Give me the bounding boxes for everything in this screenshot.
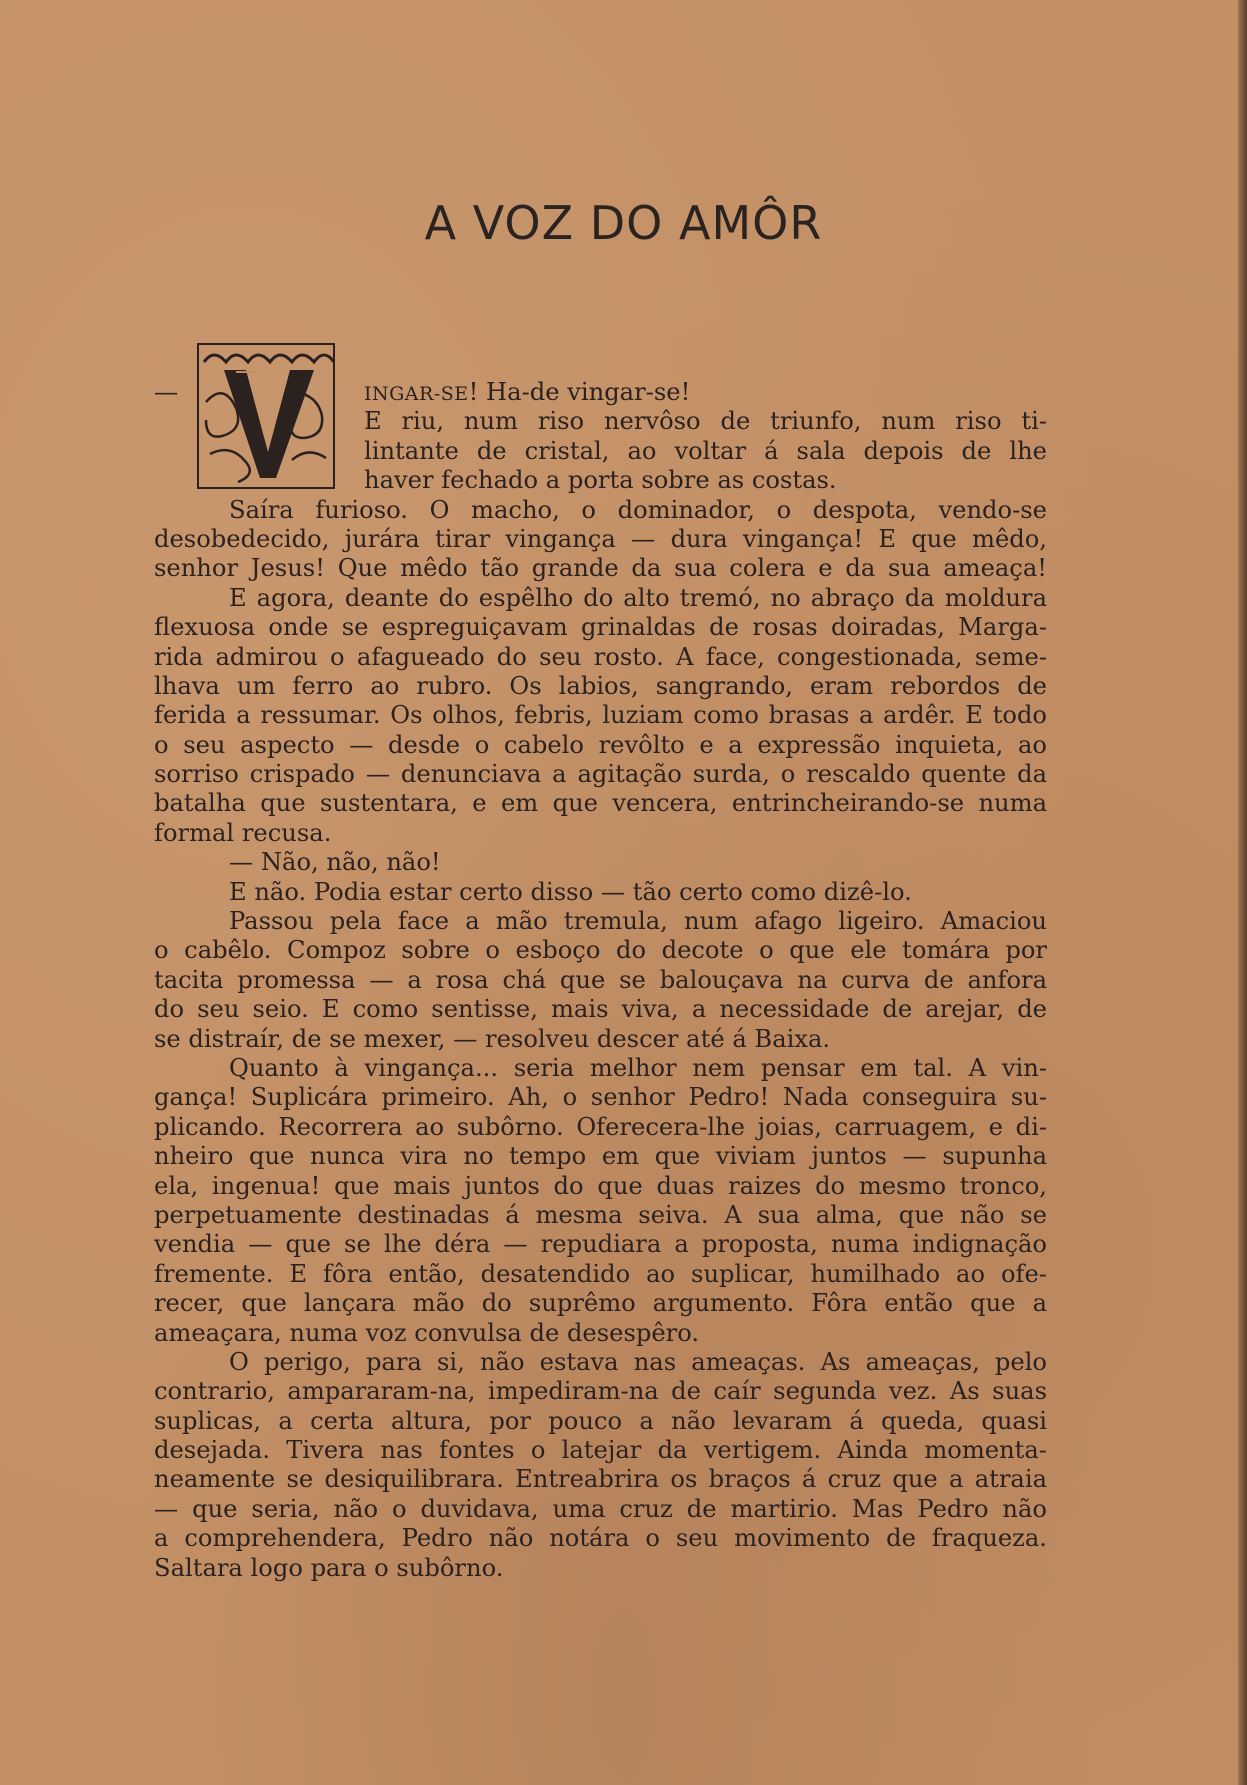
text-line: formal recusa. xyxy=(154,818,332,847)
text-line: — que seria, não o duvidava, uma cruz de martirio. Mas Pedro não xyxy=(154,1494,1047,1523)
page-title: A VOZ DO AMÔR xyxy=(424,196,823,250)
text-line: O perigo, para si, não estava nas ameaças. As ameaças, pelo xyxy=(229,1347,1047,1376)
text-line: rida admirou o afagueado do seu rosto. A face, congestionada, seme- xyxy=(154,642,1047,671)
text-line: plicando. Recorrera ao subôrno. Oferecera-lhe joias, carruagem, e di- xyxy=(154,1112,1047,1141)
text-line: lintante de cristal, ao voltar á sala depois de lhe xyxy=(364,436,1047,465)
text-line: vendia — que se lhe déra — repudiara a proposta, numa indignação xyxy=(154,1230,1047,1259)
page-edge-shadow xyxy=(1238,0,1247,1785)
text-line: E não. Podia estar certo disso — tão certo como dizê-lo. xyxy=(229,877,912,906)
text-line: contrario, ampararam-na, impediram-na de caír segunda vez. As suas xyxy=(154,1377,1047,1406)
text-line: nheiro que nunca vira no tempo em que viviam juntos — supunha xyxy=(154,1142,1047,1171)
text-line: ferida a ressumar. Os olhos, febris, luziam como brasas a ardêr. E todo xyxy=(154,701,1047,730)
text-line: Saíra furioso. O macho, o dominador, o despota, vendo-se xyxy=(229,495,1047,524)
text-line: desobedecido, jurára tirar vingança — dura vingança! E que mêdo, xyxy=(154,524,1047,553)
text-line: E agora, deante do espêlho do alto tremó, no abraço da moldura xyxy=(229,583,1047,612)
opening-smallcaps: INGAR-SE xyxy=(364,383,469,405)
text-line: sorriso crispado — denunciava a agitação surda, o rescaldo quente da xyxy=(154,760,1047,789)
text-line: do seu seio. E como sentisse, mais viva, a necessidade de arejar, de xyxy=(154,995,1047,1024)
text-line: tacita promessa — a rosa chá que se balouçava na curva de anfora xyxy=(154,965,1047,994)
opening-dash: — xyxy=(154,378,179,406)
text-line: o cabêlo. Compoz sobre o esboço do decote o que ele tomára por xyxy=(154,936,1047,965)
text-line: batalha que sustentara, e em que vencera, entrincheirando-se numa xyxy=(154,789,1047,818)
article-body xyxy=(154,378,1047,1583)
text-line: suplicas, a certa altura, por pouco a não levaram á queda, quasi xyxy=(154,1406,1047,1435)
text-line: Passou pela face a mão tremula, num afago ligeiro. Amaciou xyxy=(229,907,1047,936)
opening-line xyxy=(154,378,1047,407)
text-line: ameaçara, numa voz convulsa de desespêro. xyxy=(154,1318,700,1347)
text-line: flexuosa onde se espreguiçavam grinaldas de rosas doiradas, Marga- xyxy=(154,613,1047,642)
text-line: neamente se desiquilibrara. Entreabrira os braços á cruz que a atraia xyxy=(154,1465,1047,1494)
text-line: — Não, não, não! xyxy=(229,848,441,877)
text-line: Saltara logo para o subôrno. xyxy=(154,1553,504,1582)
text-line: ela, ingenua! que mais juntos do que duas raizes do mesmo tronco, xyxy=(154,1171,1047,1200)
text-line: lhava um ferro ao rubro. Os labios, sangrando, eram rebordos de xyxy=(154,671,1047,700)
text-line: a comprehendera, Pedro não notára o seu movimento de fraqueza. xyxy=(154,1524,1047,1553)
text-line: haver fechado a porta sobre as costas. xyxy=(364,466,837,495)
text-line: senhor Jesus! Que mêdo tão grande da sua colera e da sua ameaça! xyxy=(154,554,1047,583)
text-line: Quanto à vingança... seria melhor nem pensar em tal. A vin- xyxy=(229,1053,1047,1082)
text-line: se distraír, de se mexer, — resolveu descer até á Baixa. xyxy=(154,1024,831,1053)
text-line: gança! Suplicára primeiro. Ah, o senhor Pedro! Nada conseguira su- xyxy=(154,1083,1047,1112)
text-line: E riu, num riso nervôso de triunfo, num riso ti- xyxy=(364,407,1047,436)
opening-rest: ! Ha-de vingar-se! xyxy=(468,378,691,406)
text-line: perpetuamente destinadas á mesma seiva. A sua alma, que não se xyxy=(154,1200,1047,1229)
text-line: o seu aspecto — desde o cabelo revôlto e a expressão inquieta, ao xyxy=(154,730,1047,759)
text-line: desejada. Tivera nas fontes o latejar da vertigem. Ainda momenta- xyxy=(154,1436,1047,1465)
text-line: recer, que lançara mão do suprêmo argumento. Fôra então que a xyxy=(154,1289,1047,1318)
text-line: fremente. E fôra então, desatendido ao suplicar, humilhado ao ofe- xyxy=(154,1259,1047,1288)
